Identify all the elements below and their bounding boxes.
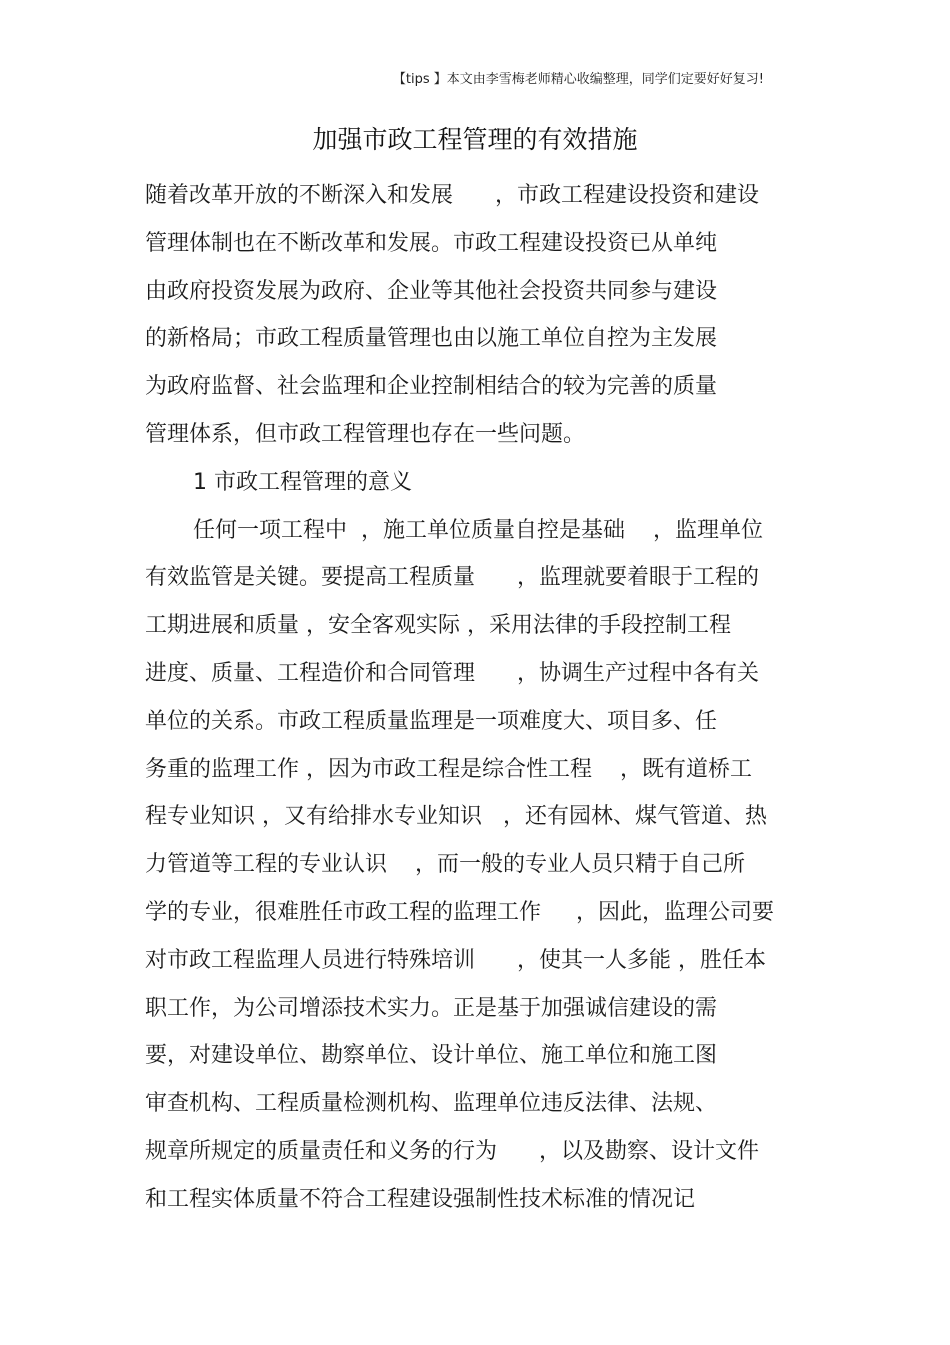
body-line: 管理体系，但市政工程管理也存在一些问题。 [145,421,586,447]
body-line: 和工程实体质量不符合工程建设强制性技术标准的情况记 [145,1186,696,1212]
body-line: 随着改革开放的不断深入和发展 ，市政工程建设投资和建设 [145,183,759,208]
body-line: 进度、质量、工程造价和合同管理 ，协调生产过程中各有关 [145,660,759,686]
body-line: 管理体制也在不断改革和发展。市政工程建设投资已从单纯 [145,230,718,256]
document-title: 加强市政工程管理的有效措施 [312,125,638,154]
body-line: 程专业知识 ，又有给排水专业知识 ，还有园林、煤气管道、热 [145,804,767,830]
body-line: 单位的关系。市政工程质量监理是一项难度大、项目多、任 [145,708,718,734]
section-heading: 1 市政工程管理的意义 [193,469,412,495]
body-text [145,172,805,1224]
body-line: 力管道等工程的专业认识 ，而一般的专业人员只精于自己所 [145,852,745,878]
body-line: 审查机构、工程质量检测机构、监理单位违反法律、法规、 [145,1091,718,1117]
body-line: 要，对建设单位、勘察单位、设计单位、施工单位和施工图 [145,1043,718,1069]
body-line: 任何一项工程中 ，施工单位质量自控是基础 ，监理单位 [193,517,763,543]
body-line: 对市政工程监理人员进行特殊培训 ，使其一人多能 ，胜任本 [145,947,766,973]
body-line: 规章所规定的质量责任和义务的行为 ，以及勘察、设计文件 [145,1138,759,1164]
body-line: 的新格局；市政工程质量管理也由以施工单位自控为主发展 [145,326,718,352]
body-line: 为政府监督、社会监理和企业控制相结合的较为完善的质量 [145,374,718,400]
body-line: 有效监管是关键。要提高工程质量 ，监理就要着眼于工程的 [145,565,759,591]
body-line: 职工作，为公司增添技术实力。正是基于加强诚信建设的需 [145,995,718,1021]
body-line: 务重的监理工作 ，因为市政工程是综合性工程 ，既有道桥工 [145,756,752,782]
header-note: 【tips 】本文由李雪梅老师精心收编整理，同学们定要好好复习! [392,72,764,87]
body-line: 工期进展和质量 ，安全客观实际 ，采用法律的手段控制工程 [145,613,731,639]
body-line: 由政府投资发展为政府、企业等其他社会投资共同参与建设 [145,278,718,304]
body-line: 学的专业，很难胜任市政工程的监理工作 ，因此，监理公司要 [145,899,774,925]
